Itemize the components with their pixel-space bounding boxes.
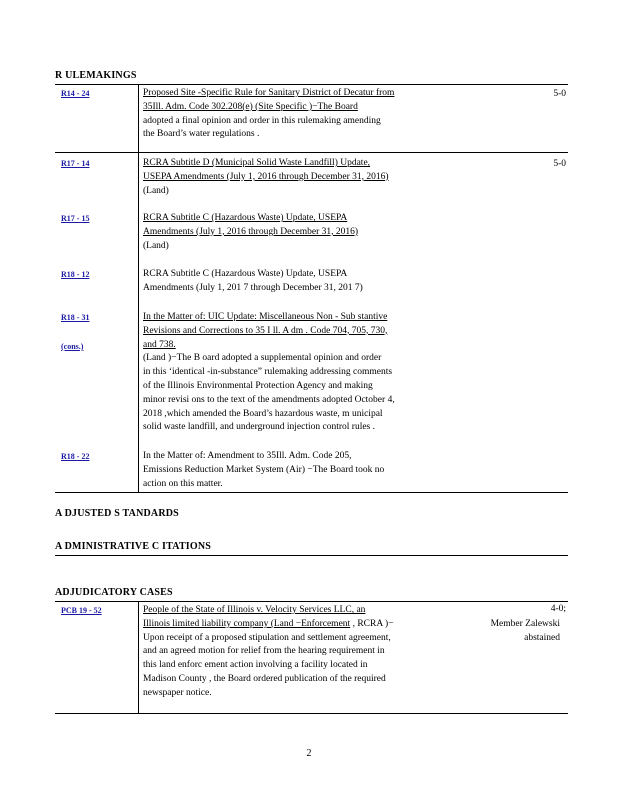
case-text-line: action on this matter. xyxy=(143,478,223,489)
case-text-line: 2018 ,which amended the Board’s hazardous waste, m unicipal xyxy=(143,408,383,419)
case-text-line: In the Matter of: Amendment to 35Ill. Adm. Code 205, xyxy=(143,451,352,461)
section-heading-adjusted-standards: A DJUSTED S TANDARDS xyxy=(55,508,179,519)
case-title-line: People of the State of Illinois v. Velocity Services LLC, an xyxy=(143,605,366,615)
vote-count: 5-0 xyxy=(553,89,566,99)
docket-link[interactable]: R18 - 31 xyxy=(61,313,90,322)
member-note-line: abstained xyxy=(524,632,560,643)
case-description xyxy=(143,157,461,198)
case-description xyxy=(143,212,461,253)
case-text-line: Upon receipt of a proposed stipulation and settlement agreement, xyxy=(143,632,391,643)
case-description xyxy=(143,450,461,491)
docket-link[interactable]: R17 - 14 xyxy=(61,159,90,168)
page-number: 2 xyxy=(306,748,312,759)
table-column-divider xyxy=(138,602,139,713)
case-title-line: Illinois limited liability company (Land −Enforcement xyxy=(143,618,351,629)
case-title-line: Proposed Site -Specific Rule for Sanitary District of Decatur from xyxy=(143,88,395,98)
case-text-line: (Land) xyxy=(143,240,169,251)
case-title-line: In the Matter of: UIC Update: Miscellaneous Non - Sub stantive xyxy=(143,312,388,322)
docket-link[interactable]: R17 - 15 xyxy=(61,214,90,223)
case-text-line: Emissions Reduction Market System (Air) −The Board took no xyxy=(143,464,385,475)
case-description xyxy=(143,87,461,142)
section-heading-adjudicatory-cases: ADJUDICATORY CASES xyxy=(55,587,173,598)
docket-link[interactable]: R18 - 22 xyxy=(61,452,90,461)
case-title-line: RCRA Subtitle C (Hazardous Waste) Update, USEPA xyxy=(143,213,348,223)
case-title-line: Amendments (July 1, 2016 through December 31, 2016) xyxy=(143,226,359,237)
section-rule xyxy=(55,601,568,602)
section-rule xyxy=(55,555,568,556)
case-description xyxy=(143,268,461,296)
case-title-tail: , RCRA )− xyxy=(350,618,394,629)
case-text-line: this land enforc ement action involving a facility located in xyxy=(143,660,368,671)
member-note-line: Member Zalewski xyxy=(490,619,560,629)
section-rule xyxy=(55,84,568,85)
case-title-line: Revisions and Corrections to 35 I ll. A dm . Code 704, 705, 730, xyxy=(143,325,388,336)
case-text-line: Amendments (July 1, 201 7 through December 31, 201 7) xyxy=(143,282,363,293)
case-title-line: 35Ill. Adm. Code 302.208(e) (Site Specific )−The Board xyxy=(143,101,358,112)
case-description xyxy=(143,604,468,701)
case-text-line: (Land )−The B oard adopted a supplemental opinion and order xyxy=(143,353,382,364)
case-text-line: Madison County , the Board ordered publication of the required xyxy=(143,673,386,684)
case-text-line: newspaper notice. xyxy=(143,687,212,698)
case-text-line: of the Illinois Environmental Protection Agency and making xyxy=(143,380,373,391)
section-heading-administrative-citations: A DMINISTRATIVE C ITATIONS xyxy=(55,541,212,552)
case-text-line: solid waste landfill, and underground injection control rules . xyxy=(143,422,375,433)
member-note xyxy=(470,618,560,646)
vote-count: 5-0 xyxy=(553,159,566,169)
row-divider xyxy=(55,152,568,153)
case-text-line: and an agreed motion for relief from the hearing requirement in xyxy=(143,646,385,657)
case-text-line: adopted a final opinion and order in this rulemaking amending xyxy=(143,115,381,126)
case-description xyxy=(143,311,461,435)
vote-count: 4-0; xyxy=(550,604,566,614)
case-title-line: RCRA Subtitle D (Municipal Solid Waste Landfill) Update, xyxy=(143,158,371,168)
row-divider xyxy=(55,492,568,493)
table-column-divider xyxy=(138,85,139,492)
docket-consolidated-link[interactable]: (cons.) xyxy=(61,342,84,351)
case-title-line: USEPA Amendments (July 1, 2016 through December 31, 2016) xyxy=(143,171,389,182)
docket-link[interactable]: R18 - 12 xyxy=(61,270,90,279)
docket-link[interactable]: R14 - 24 xyxy=(61,89,90,98)
section-heading-rulemakings: R ULEMAKINGS xyxy=(55,70,137,81)
case-text-line: the Board’s water regulations . xyxy=(143,129,260,140)
case-text-line: minor revisi ons to the text of the amendments adopted October 4, xyxy=(143,394,395,405)
docket-link[interactable]: PCB 19 - 52 xyxy=(61,606,102,615)
case-text-line: in this ‘identical -in-substance” rulemaking addressing comments xyxy=(143,367,393,378)
case-text-line: RCRA Subtitle C (Hazardous Waste) Update, USEPA xyxy=(143,269,348,279)
case-title-line: and 738. xyxy=(143,339,176,350)
row-divider xyxy=(55,713,568,714)
case-text-line: (Land) xyxy=(143,185,169,196)
